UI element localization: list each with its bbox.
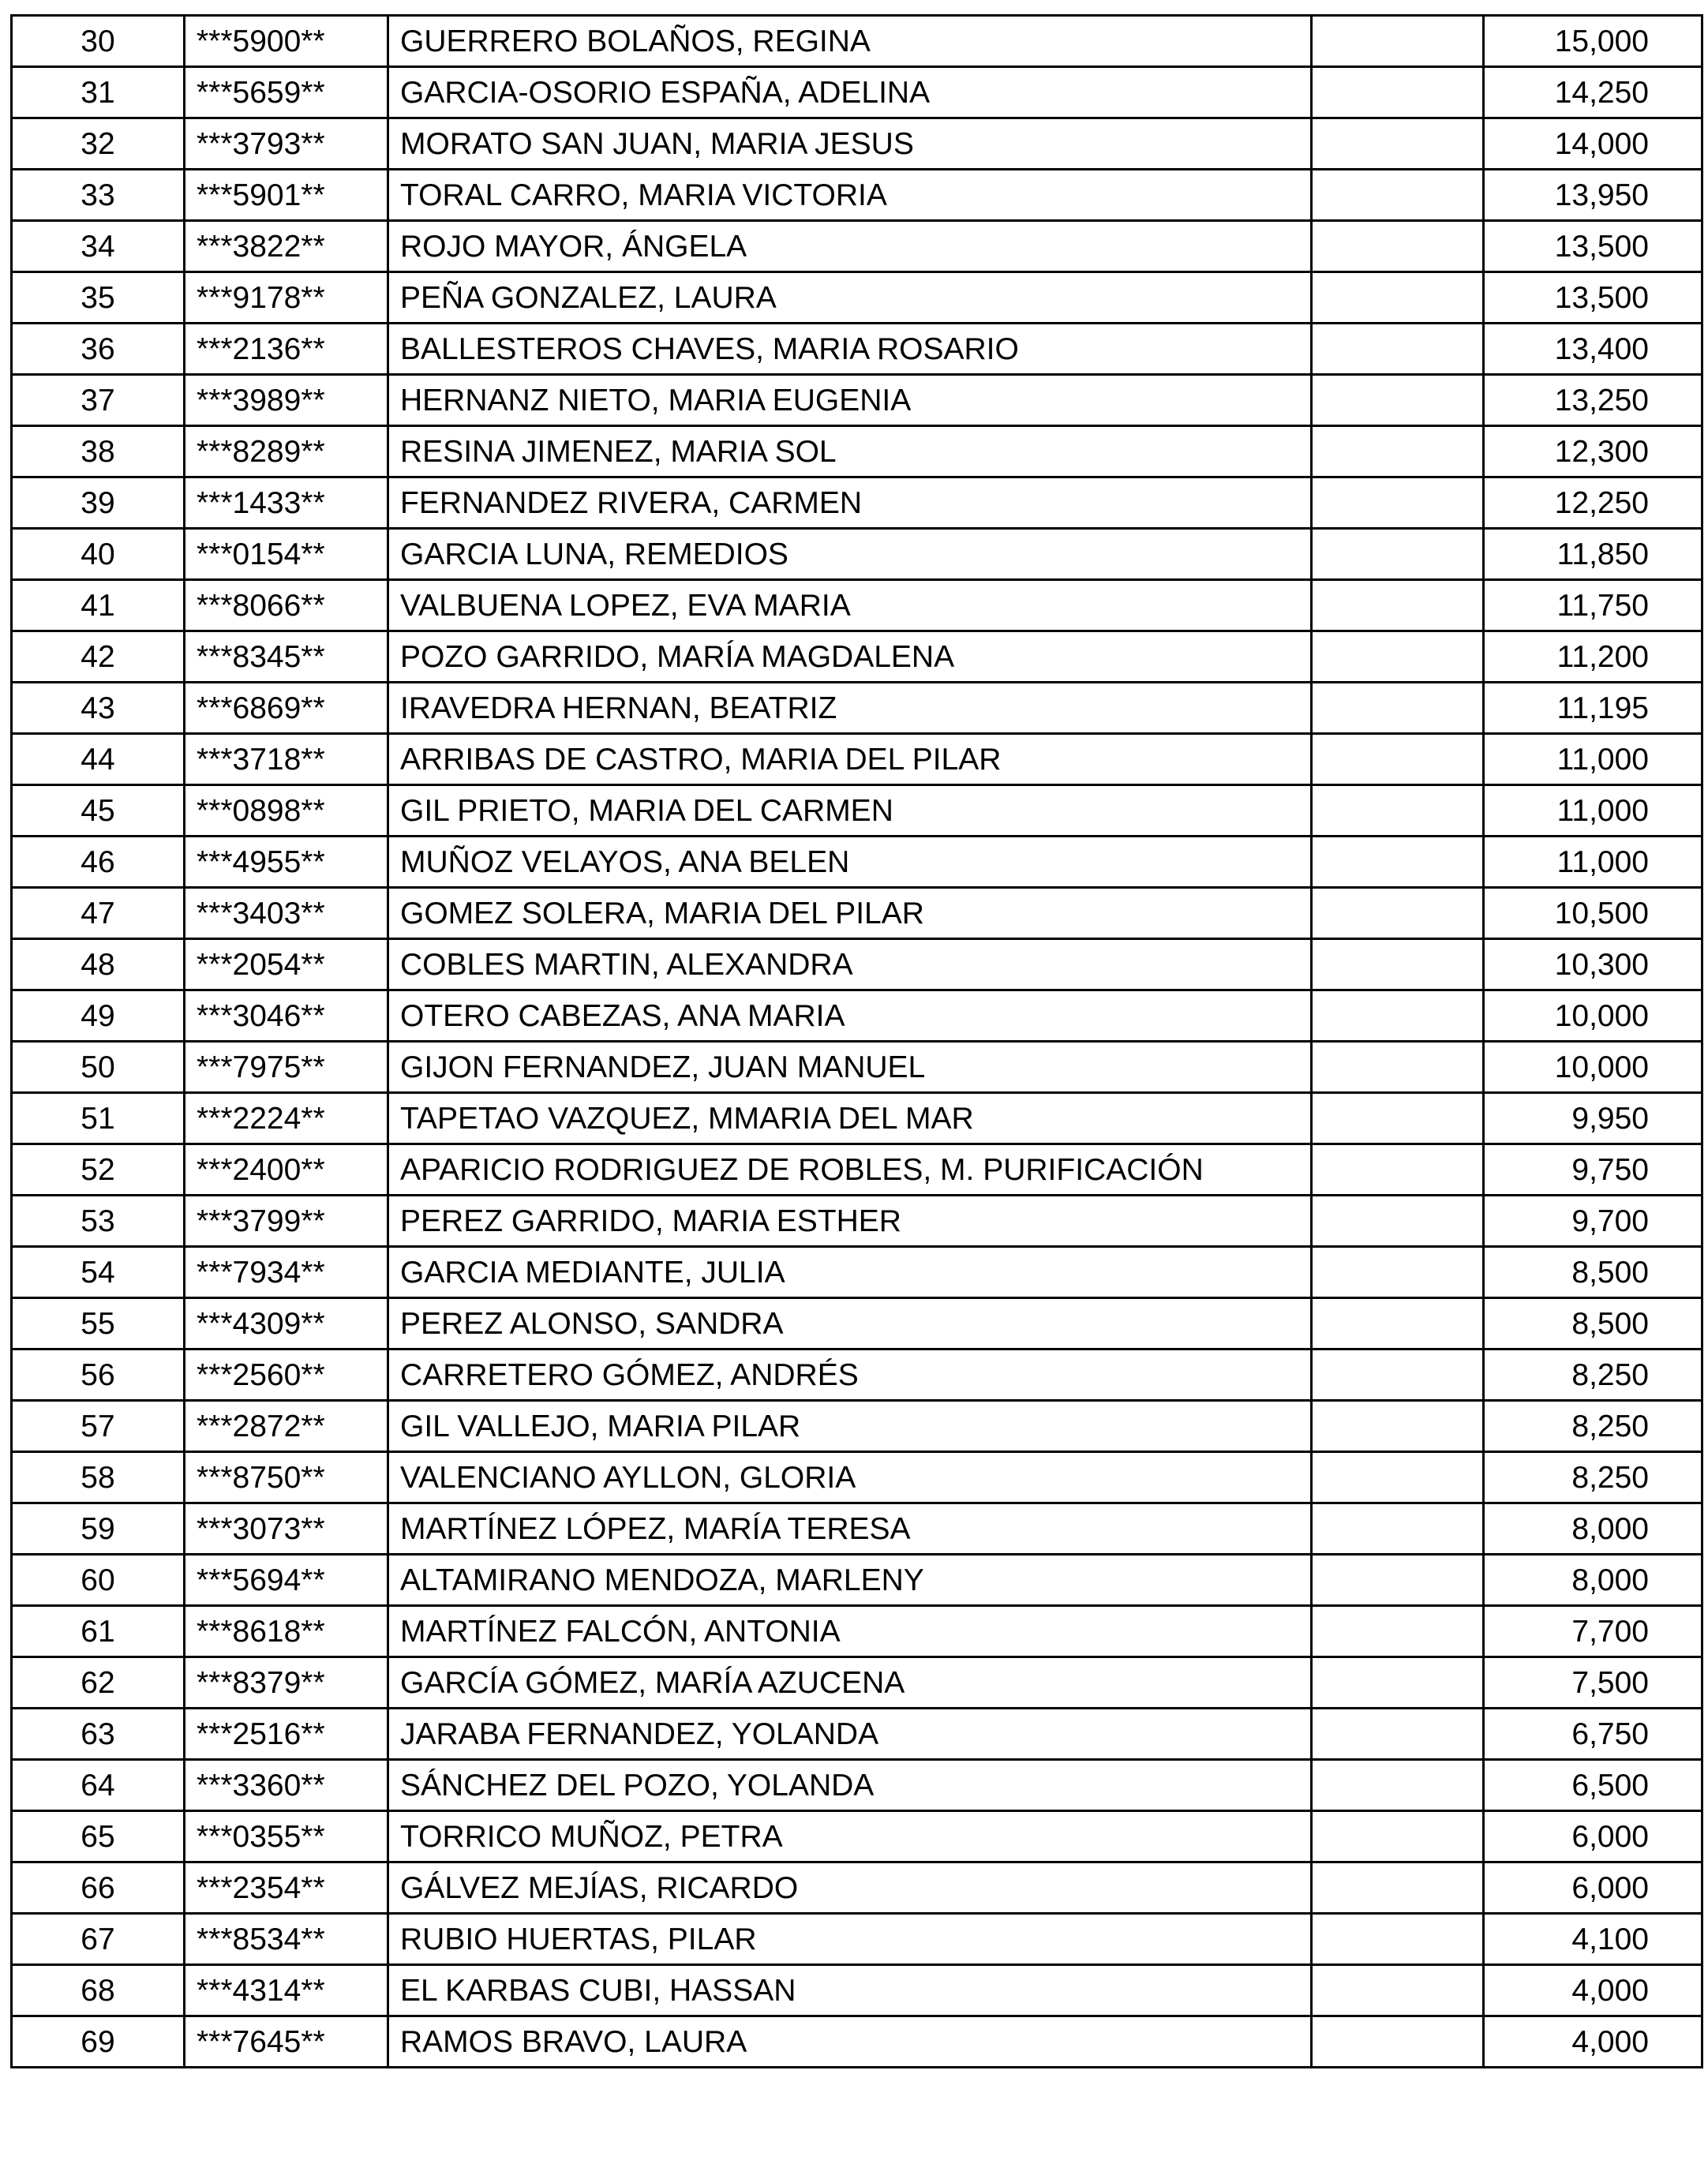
- score-value: 8,250: [1484, 1452, 1702, 1503]
- empty-cell: [1312, 1965, 1484, 2016]
- row-number: 36: [12, 324, 185, 375]
- masked-id: ***8379**: [185, 1657, 388, 1709]
- empty-cell: [1312, 67, 1484, 118]
- row-number: 35: [12, 272, 185, 324]
- applicant-name: TORRICO MUÑOZ, PETRA: [388, 1811, 1312, 1862]
- applicant-name: ALTAMIRANO MENDOZA, MARLENY: [388, 1555, 1312, 1606]
- score-value: 9,950: [1484, 1093, 1702, 1144]
- table-row: [12, 426, 1702, 477]
- empty-cell: [1312, 990, 1484, 1042]
- empty-cell: [1312, 118, 1484, 170]
- score-value: 6,750: [1484, 1709, 1702, 1760]
- row-number: 39: [12, 477, 185, 529]
- table-row: [12, 1298, 1702, 1350]
- row-number: 58: [12, 1452, 185, 1503]
- row-number: 42: [12, 631, 185, 683]
- row-number: 63: [12, 1709, 185, 1760]
- table-row: [12, 477, 1702, 529]
- empty-cell: [1312, 1862, 1484, 1914]
- score-value: 4,100: [1484, 1914, 1702, 1965]
- applicant-name: RUBIO HUERTAS, PILAR: [388, 1914, 1312, 1965]
- empty-cell: [1312, 1555, 1484, 1606]
- row-number: 62: [12, 1657, 185, 1709]
- empty-cell: [1312, 2016, 1484, 2068]
- empty-cell: [1312, 1196, 1484, 1247]
- empty-cell: [1312, 375, 1484, 426]
- masked-id: ***8750**: [185, 1452, 388, 1503]
- masked-id: ***7975**: [185, 1042, 388, 1093]
- empty-cell: [1312, 477, 1484, 529]
- empty-cell: [1312, 939, 1484, 990]
- ranking-table: [10, 14, 1703, 2068]
- table-row: [12, 170, 1702, 221]
- masked-id: ***2400**: [185, 1144, 388, 1196]
- empty-cell: [1312, 1144, 1484, 1196]
- empty-cell: [1312, 1914, 1484, 1965]
- table-row: [12, 683, 1702, 734]
- masked-id: ***8289**: [185, 426, 388, 477]
- row-number: 67: [12, 1914, 185, 1965]
- empty-cell: [1312, 1452, 1484, 1503]
- empty-cell: [1312, 734, 1484, 785]
- applicant-name: ROJO MAYOR, ÁNGELA: [388, 221, 1312, 272]
- applicant-name: COBLES MARTIN, ALEXANDRA: [388, 939, 1312, 990]
- masked-id: ***3799**: [185, 1196, 388, 1247]
- masked-id: ***3793**: [185, 118, 388, 170]
- masked-id: ***2136**: [185, 324, 388, 375]
- empty-cell: [1312, 324, 1484, 375]
- table-row: [12, 785, 1702, 837]
- empty-cell: [1312, 837, 1484, 888]
- applicant-name: FERNANDEZ RIVERA, CARMEN: [388, 477, 1312, 529]
- row-number: 40: [12, 529, 185, 580]
- masked-id: ***5694**: [185, 1555, 388, 1606]
- applicant-name: CARRETERO GÓMEZ, ANDRÉS: [388, 1350, 1312, 1401]
- applicant-name: PEÑA GONZALEZ, LAURA: [388, 272, 1312, 324]
- applicant-name: GIL PRIETO, MARIA DEL CARMEN: [388, 785, 1312, 837]
- applicant-name: VALBUENA LOPEZ, EVA MARIA: [388, 580, 1312, 631]
- applicant-name: MUÑOZ VELAYOS, ANA BELEN: [388, 837, 1312, 888]
- empty-cell: [1312, 1606, 1484, 1657]
- applicant-name: MORATO SAN JUAN, MARIA JESUS: [388, 118, 1312, 170]
- table-row: [12, 1965, 1702, 2016]
- row-number: 56: [12, 1350, 185, 1401]
- row-number: 52: [12, 1144, 185, 1196]
- table-row: [12, 221, 1702, 272]
- applicant-name: MARTÍNEZ FALCÓN, ANTONIA: [388, 1606, 1312, 1657]
- empty-cell: [1312, 170, 1484, 221]
- masked-id: ***3073**: [185, 1503, 388, 1555]
- score-value: 7,700: [1484, 1606, 1702, 1657]
- row-number: 60: [12, 1555, 185, 1606]
- table-row: [12, 67, 1702, 118]
- score-value: 15,000: [1484, 16, 1702, 67]
- score-value: 11,850: [1484, 529, 1702, 580]
- empty-cell: [1312, 1298, 1484, 1350]
- score-value: 11,000: [1484, 785, 1702, 837]
- masked-id: ***0154**: [185, 529, 388, 580]
- applicant-name: GARCIA-OSORIO ESPAÑA, ADELINA: [388, 67, 1312, 118]
- masked-id: ***2516**: [185, 1709, 388, 1760]
- row-number: 33: [12, 170, 185, 221]
- row-number: 44: [12, 734, 185, 785]
- score-value: 8,000: [1484, 1503, 1702, 1555]
- applicant-name: POZO GARRIDO, MARÍA MAGDALENA: [388, 631, 1312, 683]
- masked-id: ***3718**: [185, 734, 388, 785]
- empty-cell: [1312, 426, 1484, 477]
- empty-cell: [1312, 631, 1484, 683]
- masked-id: ***0355**: [185, 1811, 388, 1862]
- empty-cell: [1312, 1247, 1484, 1298]
- empty-cell: [1312, 221, 1484, 272]
- table-row: [12, 1093, 1702, 1144]
- table-row: [12, 2016, 1702, 2068]
- table-row: [12, 118, 1702, 170]
- score-value: 8,000: [1484, 1555, 1702, 1606]
- empty-cell: [1312, 272, 1484, 324]
- row-number: 32: [12, 118, 185, 170]
- score-value: 4,000: [1484, 2016, 1702, 2068]
- table-row: [12, 939, 1702, 990]
- table-row: [12, 888, 1702, 939]
- applicant-name: TAPETAO VAZQUEZ, MMARIA DEL MAR: [388, 1093, 1312, 1144]
- row-number: 50: [12, 1042, 185, 1093]
- table-row: [12, 1042, 1702, 1093]
- masked-id: ***8618**: [185, 1606, 388, 1657]
- empty-cell: [1312, 1042, 1484, 1093]
- row-number: 48: [12, 939, 185, 990]
- applicant-name: BALLESTEROS CHAVES, MARIA ROSARIO: [388, 324, 1312, 375]
- row-number: 53: [12, 1196, 185, 1247]
- table-row: [12, 375, 1702, 426]
- masked-id: ***5901**: [185, 170, 388, 221]
- score-value: 10,000: [1484, 990, 1702, 1042]
- empty-cell: [1312, 580, 1484, 631]
- row-number: 46: [12, 837, 185, 888]
- table-row: [12, 990, 1702, 1042]
- applicant-name: GARCIA LUNA, REMEDIOS: [388, 529, 1312, 580]
- table-row: [12, 1350, 1702, 1401]
- row-number: 43: [12, 683, 185, 734]
- masked-id: ***2560**: [185, 1350, 388, 1401]
- score-value: 12,250: [1484, 477, 1702, 529]
- row-number: 55: [12, 1298, 185, 1350]
- applicant-name: MARTÍNEZ LÓPEZ, MARÍA TERESA: [388, 1503, 1312, 1555]
- table-row: [12, 272, 1702, 324]
- empty-cell: [1312, 16, 1484, 67]
- score-value: 14,250: [1484, 67, 1702, 118]
- masked-id: ***8345**: [185, 631, 388, 683]
- score-value: 6,000: [1484, 1862, 1702, 1914]
- score-value: 13,950: [1484, 170, 1702, 221]
- masked-id: ***3822**: [185, 221, 388, 272]
- table-row: [12, 1401, 1702, 1452]
- masked-id: ***8534**: [185, 1914, 388, 1965]
- table-row: [12, 837, 1702, 888]
- empty-cell: [1312, 683, 1484, 734]
- empty-cell: [1312, 1760, 1484, 1811]
- applicant-name: GIJON FERNANDEZ, JUAN MANUEL: [388, 1042, 1312, 1093]
- table-row: [12, 1914, 1702, 1965]
- row-number: 65: [12, 1811, 185, 1862]
- row-number: 30: [12, 16, 185, 67]
- masked-id: ***5659**: [185, 67, 388, 118]
- masked-id: ***7934**: [185, 1247, 388, 1298]
- score-value: 13,500: [1484, 272, 1702, 324]
- score-value: 7,500: [1484, 1657, 1702, 1709]
- empty-cell: [1312, 1093, 1484, 1144]
- table-row: [12, 1555, 1702, 1606]
- row-number: 47: [12, 888, 185, 939]
- table-row: [12, 1657, 1702, 1709]
- masked-id: ***7645**: [185, 2016, 388, 2068]
- score-value: 11,000: [1484, 734, 1702, 785]
- applicant-name: GARCÍA GÓMEZ, MARÍA AZUCENA: [388, 1657, 1312, 1709]
- score-value: 10,000: [1484, 1042, 1702, 1093]
- masked-id: ***3360**: [185, 1760, 388, 1811]
- score-value: 4,000: [1484, 1965, 1702, 2016]
- row-number: 37: [12, 375, 185, 426]
- empty-cell: [1312, 888, 1484, 939]
- masked-id: ***5900**: [185, 16, 388, 67]
- masked-id: ***0898**: [185, 785, 388, 837]
- applicant-name: HERNANZ NIETO, MARIA EUGENIA: [388, 375, 1312, 426]
- applicant-name: PEREZ GARRIDO, MARIA ESTHER: [388, 1196, 1312, 1247]
- masked-id: ***4309**: [185, 1298, 388, 1350]
- score-value: 6,000: [1484, 1811, 1702, 1862]
- score-value: 12,300: [1484, 426, 1702, 477]
- row-number: 34: [12, 221, 185, 272]
- score-value: 9,750: [1484, 1144, 1702, 1196]
- table-row: [12, 1709, 1702, 1760]
- row-number: 66: [12, 1862, 185, 1914]
- score-value: 13,400: [1484, 324, 1702, 375]
- row-number: 45: [12, 785, 185, 837]
- empty-cell: [1312, 1811, 1484, 1862]
- masked-id: ***3046**: [185, 990, 388, 1042]
- masked-id: ***1433**: [185, 477, 388, 529]
- applicant-name: GUERRERO BOLAÑOS, REGINA: [388, 16, 1312, 67]
- row-number: 61: [12, 1606, 185, 1657]
- score-value: 11,195: [1484, 683, 1702, 734]
- applicant-name: VALENCIANO AYLLON, GLORIA: [388, 1452, 1312, 1503]
- row-number: 49: [12, 990, 185, 1042]
- empty-cell: [1312, 1350, 1484, 1401]
- score-value: 8,250: [1484, 1350, 1702, 1401]
- applicant-name: IRAVEDRA HERNAN, BEATRIZ: [388, 683, 1312, 734]
- table-row: [12, 1247, 1702, 1298]
- empty-cell: [1312, 529, 1484, 580]
- score-value: 10,300: [1484, 939, 1702, 990]
- masked-id: ***8066**: [185, 580, 388, 631]
- score-value: 11,000: [1484, 837, 1702, 888]
- row-number: 64: [12, 1760, 185, 1811]
- table-row: [12, 1862, 1702, 1914]
- row-number: 31: [12, 67, 185, 118]
- row-number: 57: [12, 1401, 185, 1452]
- table-row: [12, 529, 1702, 580]
- masked-id: ***4955**: [185, 837, 388, 888]
- table-row: [12, 324, 1702, 375]
- row-number: 59: [12, 1503, 185, 1555]
- empty-cell: [1312, 1657, 1484, 1709]
- score-value: 8,500: [1484, 1247, 1702, 1298]
- table-row: [12, 1144, 1702, 1196]
- masked-id: ***6869**: [185, 683, 388, 734]
- score-value: 8,250: [1484, 1401, 1702, 1452]
- applicant-name: JARABA FERNANDEZ, YOLANDA: [388, 1709, 1312, 1760]
- applicant-name: SÁNCHEZ DEL POZO, YOLANDA: [388, 1760, 1312, 1811]
- empty-cell: [1312, 1503, 1484, 1555]
- table-row: [12, 1503, 1702, 1555]
- table-row: [12, 16, 1702, 67]
- masked-id: ***3403**: [185, 888, 388, 939]
- table-row: [12, 1606, 1702, 1657]
- score-value: 9,700: [1484, 1196, 1702, 1247]
- masked-id: ***9178**: [185, 272, 388, 324]
- row-number: 68: [12, 1965, 185, 2016]
- empty-cell: [1312, 1709, 1484, 1760]
- masked-id: ***2054**: [185, 939, 388, 990]
- score-value: 13,250: [1484, 375, 1702, 426]
- applicant-name: ARRIBAS DE CASTRO, MARIA DEL PILAR: [388, 734, 1312, 785]
- table-row: [12, 580, 1702, 631]
- row-number: 41: [12, 580, 185, 631]
- applicant-name: GÁLVEZ MEJÍAS, RICARDO: [388, 1862, 1312, 1914]
- applicant-name: RESINA JIMENEZ, MARIA SOL: [388, 426, 1312, 477]
- applicant-name: APARICIO RODRIGUEZ DE ROBLES, M. PURIFICACIÓN: [388, 1144, 1312, 1196]
- score-value: 14,000: [1484, 118, 1702, 170]
- applicant-name: GIL VALLEJO, MARIA PILAR: [388, 1401, 1312, 1452]
- table-row: [12, 1760, 1702, 1811]
- table-row: [12, 631, 1702, 683]
- applicant-name: GARCIA MEDIANTE, JULIA: [388, 1247, 1312, 1298]
- applicant-name: PEREZ ALONSO, SANDRA: [388, 1298, 1312, 1350]
- applicant-name: OTERO CABEZAS, ANA MARIA: [388, 990, 1312, 1042]
- applicant-name: RAMOS BRAVO, LAURA: [388, 2016, 1312, 2068]
- applicant-name: TORAL CARRO, MARIA VICTORIA: [388, 170, 1312, 221]
- score-value: 11,200: [1484, 631, 1702, 683]
- score-value: 11,750: [1484, 580, 1702, 631]
- score-value: 10,500: [1484, 888, 1702, 939]
- applicant-name: GOMEZ SOLERA, MARIA DEL PILAR: [388, 888, 1312, 939]
- row-number: 38: [12, 426, 185, 477]
- table-row: [12, 734, 1702, 785]
- table-row: [12, 1196, 1702, 1247]
- empty-cell: [1312, 785, 1484, 837]
- masked-id: ***3989**: [185, 375, 388, 426]
- row-number: 69: [12, 2016, 185, 2068]
- score-value: 8,500: [1484, 1298, 1702, 1350]
- masked-id: ***2354**: [185, 1862, 388, 1914]
- score-value: 13,500: [1484, 221, 1702, 272]
- score-value: 6,500: [1484, 1760, 1702, 1811]
- masked-id: ***2872**: [185, 1401, 388, 1452]
- empty-cell: [1312, 1401, 1484, 1452]
- ranking-table-body: [12, 16, 1702, 2068]
- applicant-name: EL KARBAS CUBI, HASSAN: [388, 1965, 1312, 2016]
- masked-id: ***2224**: [185, 1093, 388, 1144]
- table-row: [12, 1811, 1702, 1862]
- row-number: 51: [12, 1093, 185, 1144]
- table-row: [12, 1452, 1702, 1503]
- masked-id: ***4314**: [185, 1965, 388, 2016]
- row-number: 54: [12, 1247, 185, 1298]
